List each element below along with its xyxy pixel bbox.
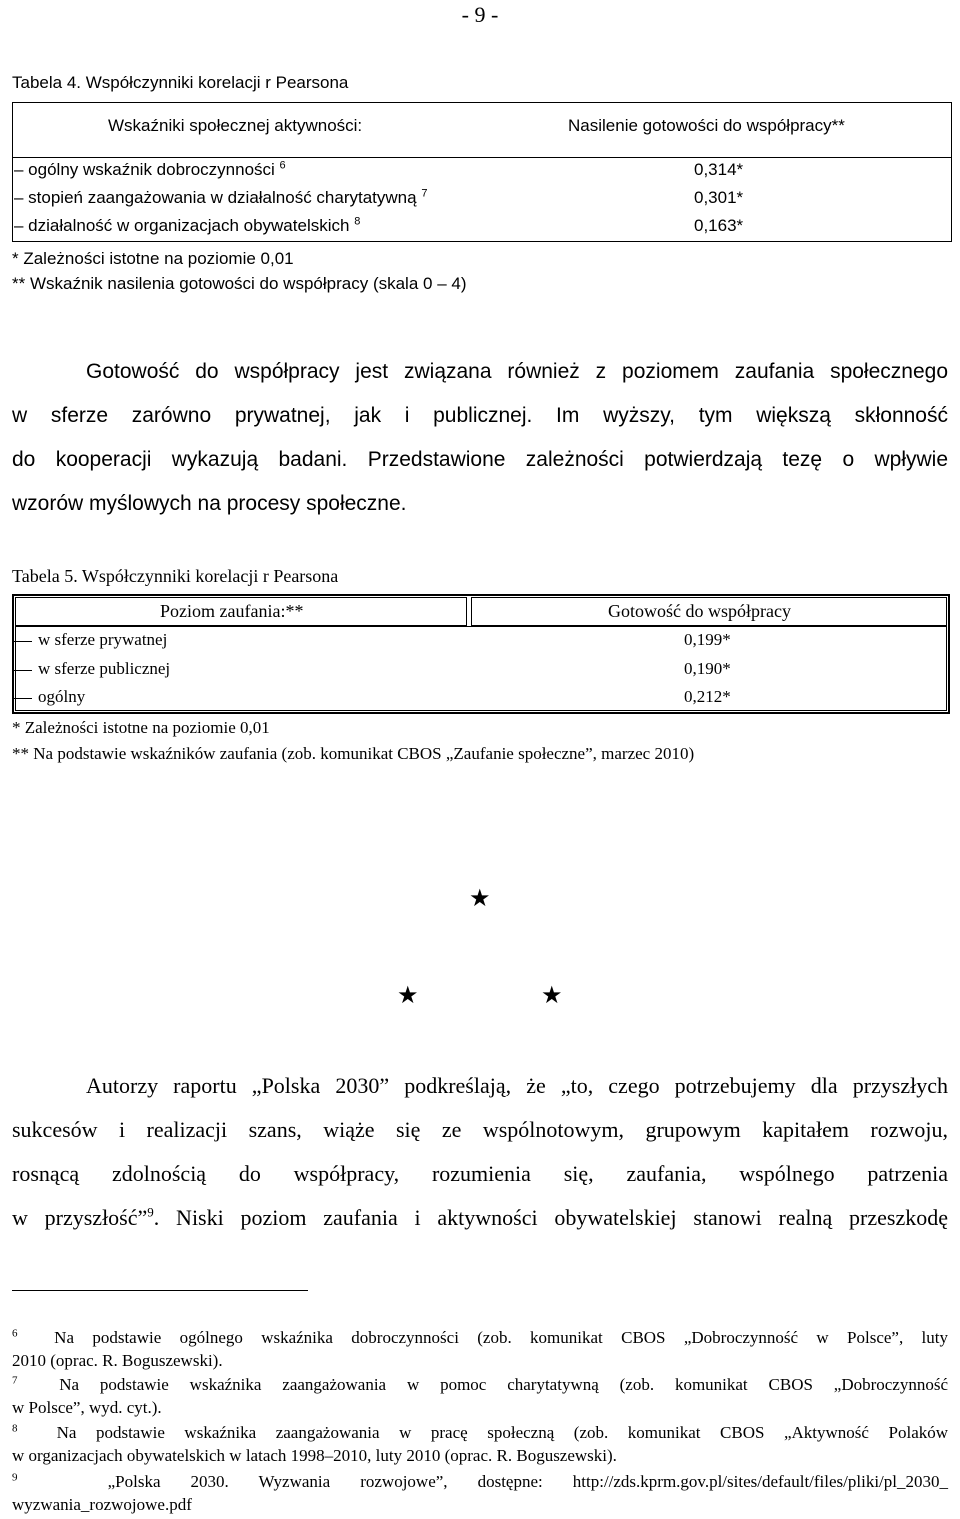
- table4-caption: Tabela 4. Współczynniki korelacji r Pearsona: [12, 73, 349, 92]
- paragraph-line: Gotowość do współpracy jest związana również z poziomem zaufania społecznego: [86, 360, 948, 383]
- paragraph-line: rosnącą zdolnością do współpracy, rozumienia się, zaufania, wspólnego patrzenia: [12, 1161, 948, 1186]
- table4-header-left: Wskaźniki społecznej aktywności:: [108, 116, 363, 135]
- dash-mark: [14, 670, 32, 671]
- footnote-rule: [12, 1290, 308, 1291]
- table4-row-label: – działalność w organizacjach obywatelskich $^8$: [14, 215, 361, 235]
- paragraph-line: wzorów myślowych na procesy społeczne.: [12, 492, 407, 515]
- table4-note: ** Wskaźnik nasilenia gotowości do współpracy (skala 0 – 4): [12, 274, 467, 293]
- table4-header-right: Nasilenie gotowości do współpracy**: [568, 116, 845, 135]
- footnote: $^6$ Na podstawie ogólnego wskaźnika dobroczynności (zob. komunikat CBOS „Dobroczynność w Polsce”, luty 2010 (oprac. R. Boguszewski).: [12, 1327, 948, 1370]
- table5-note: ** Na podstawie wskaźników zaufania (zob. komunikat CBOS „Zaufanie społeczne”, marzec 2010): [12, 744, 695, 763]
- paragraph-line: sukcesów i realizacji szans, wiąże się ze wspólnotowym, grupowym kapitałem rozwoju,: [12, 1117, 948, 1142]
- table4-header-divider: [12, 157, 952, 158]
- table5-row-value: 0,199*: [684, 630, 731, 649]
- table5-note: * Zależności istotne na poziomie 0,01: [12, 718, 270, 737]
- paragraph-line: Autorzy raportu „Polska 2030” podkreślają, że „to, czego potrzebujemy dla przyszłych: [86, 1073, 948, 1098]
- table5-header-right: Gotowość do współpracy: [608, 601, 791, 621]
- table4-row-value: 0,301*: [694, 188, 744, 207]
- table5-row-label: w sferze prywatnej: [14, 630, 167, 650]
- table5-row-value: 0,212*: [684, 687, 731, 706]
- table4-row-label: – ogólny wskaźnik dobroczynności $^6$: [14, 159, 286, 179]
- table5-row-label: w sferze publicznej: [14, 659, 170, 679]
- star-icon: ★: [397, 983, 419, 1009]
- table5-header-left: Poziom zaufania:**: [160, 601, 304, 621]
- footnote: $^9$ „Polska 2030. Wyzwania rozwojowe”, dostępne: http://zds.kprm.gov.pl/sites/default/files/pliki/pl_2030_ wyzwania_rozwojowe.pdf: [12, 1471, 949, 1514]
- paragraph-line: w sferze zarówno prywatnej, jak i publicznej. Im wyższy, tym większą skłonność: [12, 404, 948, 427]
- star-icon: ★: [469, 886, 491, 912]
- dash-mark: [14, 641, 32, 642]
- footnote: $^7$ Na podstawie wskaźnika zaangażowania w pomoc charytatywną (zob. komunikat CBOS „Dobroczynność w Polsce”, wyd. cyt.).: [12, 1374, 949, 1417]
- table5-row-label: ogólny: [14, 687, 85, 707]
- table4-row-value: 0,314*: [694, 160, 744, 179]
- table5-row-value: 0,190*: [684, 659, 731, 678]
- table5-caption: Tabela 5. Współczynniki korelacji r Pearsona: [12, 566, 339, 586]
- star-icon: ★: [541, 983, 563, 1009]
- table4-note: * Zależności istotne na poziomie 0,01: [12, 249, 294, 268]
- paragraph-line: w przyszłość”$^9$. Niski poziom zaufania i aktywności obywatelskiej stanowi realną przeszkodę: [12, 1204, 948, 1230]
- dash-mark: [14, 698, 32, 699]
- body-paragraph: [12, 1064, 948, 1240]
- table4-row-value: 0,163*: [694, 216, 744, 235]
- paragraph-line: do kooperacji wykazują badani. Przedstawione zależności potwierdzają tezę o wpływie: [12, 448, 948, 471]
- body-paragraph: [12, 350, 948, 526]
- page-number: - 9 -: [461, 2, 499, 27]
- table4-row-label: – stopień zaangażowania w działalność charytatywną $^7$: [14, 187, 428, 207]
- footnote: $^8$ Na podstawie wskaźnika zaangażowania w pracę społeczną (zob. komunikat CBOS „Aktywność Polaków w organizacjach obywatelskich w latach 1998–2010, luty 2010 (oprac. R. Boguszewski).: [12, 1422, 949, 1465]
